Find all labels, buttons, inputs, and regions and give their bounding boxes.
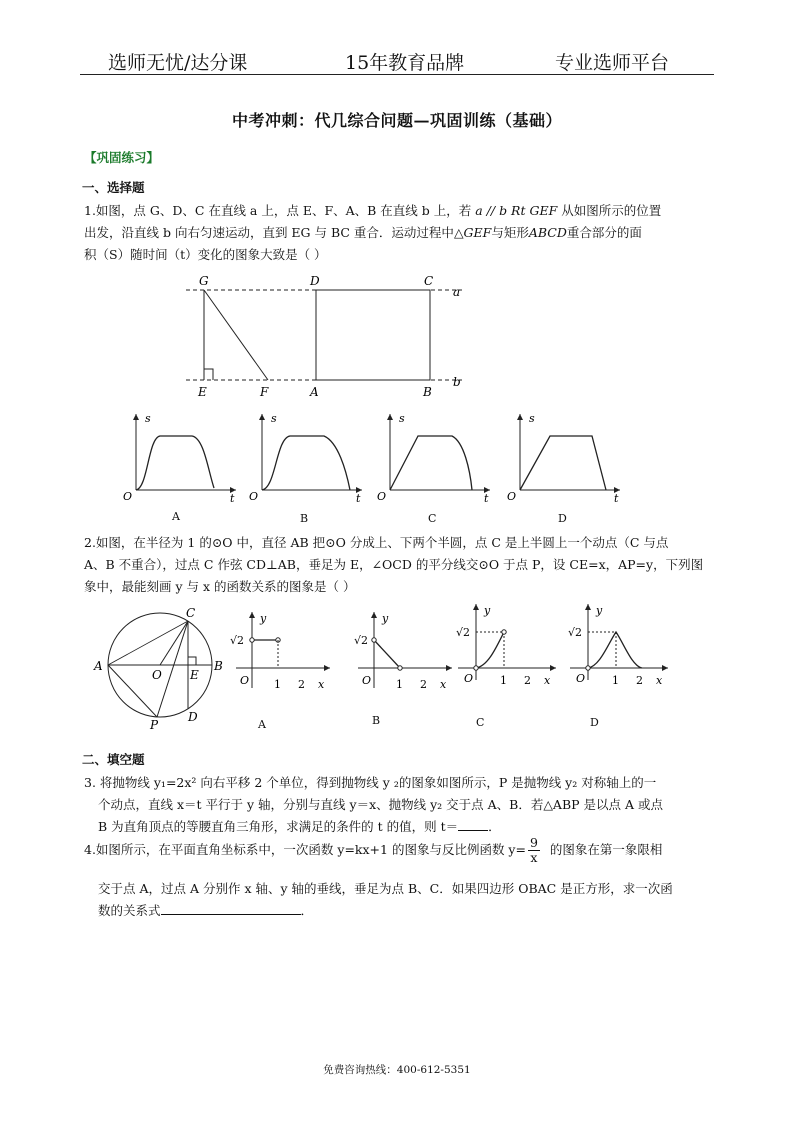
svg-text:x: x (318, 678, 325, 691)
label-a-line: a (453, 285, 461, 299)
q1-graph-c (372, 410, 494, 502)
svg-text:s: s (529, 412, 535, 425)
q1-line2: 出发，沿直线 b 向右匀速运动，直到 EG 与 BC 重合．运动过程中△GEF与矩形ABCD重合部分的面 (84, 225, 642, 240)
svg-text:O: O (576, 672, 586, 685)
svg-text:P: P (150, 718, 159, 731)
segment-gf (204, 290, 268, 380)
svg-text:O: O (464, 672, 474, 685)
q1-graph-d (502, 410, 624, 502)
q3-answer-blank[interactable] (458, 830, 488, 831)
svg-text:O: O (152, 668, 162, 682)
svg-text:O: O (377, 490, 387, 502)
q1-line1: 1.如图，点 G、D、C 在直线 a 上，点 E、F、A、B 在直线 b 上，若 a // b Rt GEF 从如图所示的位置 (84, 203, 662, 218)
q3-line3: B 为直角顶点的等腰直角三角形，求满足的条件的 t 的值，则 t＝ ． (98, 819, 501, 834)
q2-line2: A、B 不重合），过点 C 作弦 CD⊥AB，垂足为 E，∠OCD 的平分线交⊙O 于点 P，设 CE=x，AP=y，下列图 (84, 557, 704, 572)
q1-option-b: B (300, 512, 309, 525)
footer-hotline: 免费咨询热线：400-612-5351 (323, 1064, 471, 1076)
q3-line2: 个动点，直线 x＝t 平行于 y 轴，分别与直线 y＝x、抛物线 y₂ 交于点 A、B．若△ABP 是以点 A 或点 (98, 797, 664, 812)
header-center: 15年教育品牌 (345, 52, 465, 74)
svg-text:x: x (544, 674, 551, 686)
svg-text:2: 2 (636, 674, 643, 686)
q3-text (84, 772, 716, 794)
svg-text:O: O (507, 490, 517, 502)
svg-text:1: 1 (396, 678, 403, 691)
svg-text:y: y (260, 612, 267, 625)
q4-answer-blank[interactable] (161, 914, 301, 915)
svg-text:1: 1 (274, 678, 281, 691)
label-b: B (423, 385, 432, 399)
q4-line2: 交于点 A，过点 A 分别作 x 轴、y 轴的垂线，垂足为点 B、C．如果四边形 OBAC 是正方形，求一次函 (98, 881, 673, 896)
svg-text:D: D (188, 710, 198, 724)
svg-text:A: A (94, 659, 103, 673)
label-d: D (310, 274, 320, 288)
right-angle-mark (204, 369, 213, 380)
svg-text:√2: √2 (354, 634, 369, 647)
q3-line1: 3. 将抛物线 y₁=2x² 向右平移 2 个单位，得到抛物线 y ₂的图象如图所示，P 是抛物线 y₂ 对称轴上的一 (84, 775, 657, 790)
q4-fraction: $\frac{9}{x}$ (529, 835, 538, 865)
label-g: G (199, 274, 209, 288)
q1-option-d: D (558, 512, 567, 525)
q2-graph-a (226, 608, 336, 694)
label-b-line: b (453, 375, 461, 389)
label-a: A (310, 385, 319, 399)
q2-option-c: C (476, 716, 485, 729)
svg-text:t: t (484, 492, 489, 502)
q1-math: a // b Rt GEF (475, 203, 558, 218)
svg-text:√2: √2 (568, 626, 583, 639)
svg-text:2: 2 (524, 674, 531, 686)
q1-graph-a (118, 410, 240, 502)
svg-text:√2: √2 (230, 634, 245, 647)
q4-line3: 数的关系式 ． (98, 903, 314, 918)
section-practice: 【巩固练习】 (84, 150, 160, 165)
q2-option-b: B (372, 714, 381, 727)
svg-text:x: x (440, 678, 447, 691)
q1-line3: 积（S）随时间（t）变化的图象大致是（ ） (84, 247, 327, 262)
svg-text:B: B (214, 659, 223, 673)
page-title: 中考冲刺：代几综合问题—巩固训练（基础） (231, 111, 562, 130)
svg-text:√2: √2 (456, 626, 471, 639)
q4-line1: 4.如图所示，在平面直角坐标系中，一次函数 y=kx+1 的图象与反比例函数 y= $\frac{9}{x}$ 的图象在第一象限相 (84, 835, 663, 865)
svg-text:s: s (145, 412, 151, 425)
svg-text:E: E (190, 668, 199, 682)
header-right: 专业选师平台 (555, 52, 670, 74)
segment-oc (160, 621, 188, 665)
svg-text:t: t (230, 492, 235, 502)
q2-graph-d (564, 600, 674, 686)
svg-text:s: s (271, 412, 277, 425)
q2-line1: 2.如图，在半径为 1 的⊙O 中，直径 AB 把⊙O 分成上、下两个半圆，点 C 是上半圆上一个动点（C 与点 (84, 535, 669, 550)
q4-text (84, 836, 716, 865)
svg-text:1: 1 (612, 674, 619, 686)
q1-text (84, 200, 716, 266)
q2-graph-c (452, 600, 562, 686)
rectangle-abcd (316, 290, 430, 380)
svg-text:y: y (382, 612, 389, 625)
section-fill-heading: 二、填空题 (82, 752, 145, 767)
svg-text:t: t (356, 492, 361, 502)
q1-option-c: C (428, 512, 437, 525)
svg-text:2: 2 (298, 678, 305, 691)
q2-graph-b (348, 608, 458, 694)
label-c: C (424, 274, 434, 288)
svg-text:2: 2 (420, 678, 427, 691)
q1-option-a: A (172, 510, 180, 523)
header-left: 选师无忧/达分课 (108, 52, 248, 74)
q3-text-cont (98, 794, 716, 838)
svg-text:x: x (656, 674, 663, 686)
label-f: F (260, 385, 269, 399)
svg-text:O: O (123, 490, 133, 502)
q2-option-d: D (590, 716, 599, 729)
svg-text:1: 1 (500, 674, 507, 686)
svg-text:t: t (614, 492, 619, 502)
svg-text:C: C (186, 606, 196, 620)
svg-text:O: O (362, 674, 372, 687)
svg-text:y: y (596, 604, 603, 617)
header-divider (80, 74, 714, 75)
q4-text-cont (98, 878, 716, 922)
section-choice-heading: 一、选择题 (82, 180, 145, 195)
label-e: E (198, 385, 207, 399)
svg-text:O: O (249, 490, 259, 502)
q1-rectangle-figure (180, 272, 470, 402)
q2-text (84, 532, 716, 598)
svg-text:y: y (484, 604, 491, 617)
q2-line3: 象中，最能刻画 y 与 x 的函数关系的图象是（ ） (84, 579, 356, 594)
svg-text:s: s (399, 412, 405, 425)
svg-text:O: O (240, 674, 250, 687)
q2-option-a: A (258, 718, 266, 731)
q2-circle-figure (92, 605, 232, 731)
q1-graph-b (244, 410, 366, 502)
